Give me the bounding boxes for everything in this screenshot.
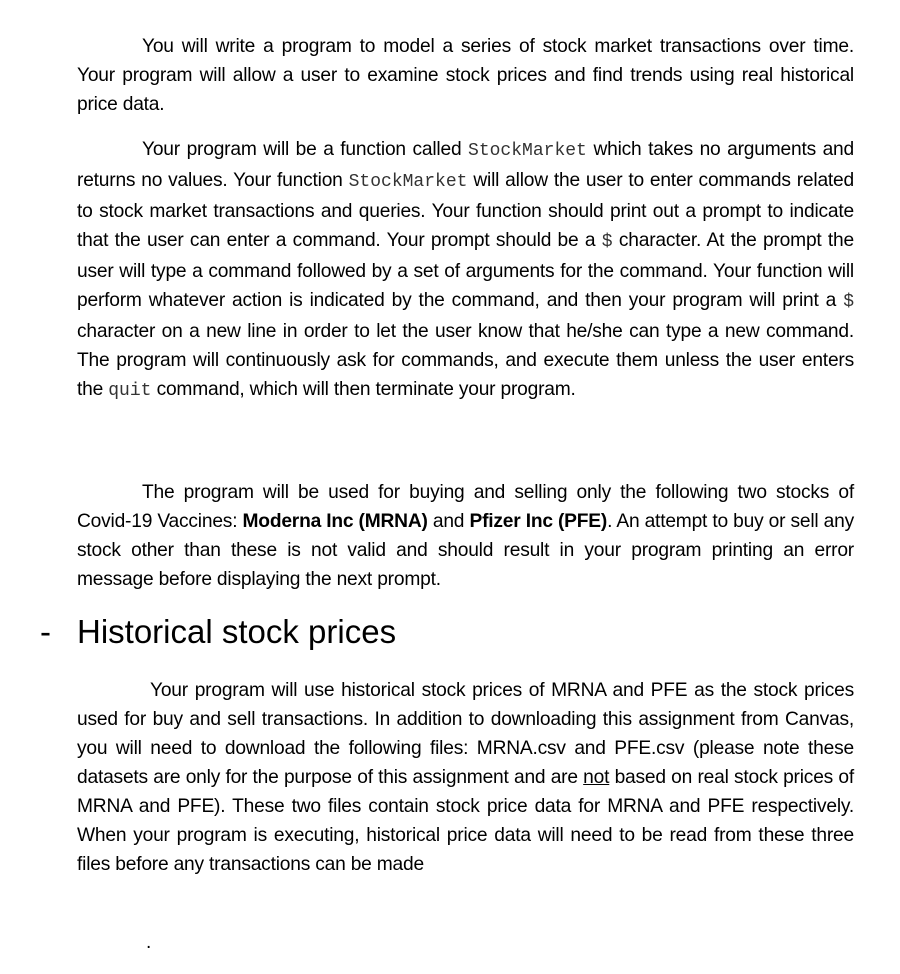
code-prompt-char: $: [843, 292, 854, 312]
text: based on real stock prices of MRNA and PFE). These two files contain stock price data for MRNA and PFE respectively. When your program is executing, historical price data will need to be read from these three files before any transactions can be made: [77, 767, 854, 875]
section-heading: [40, 610, 396, 654]
bullet-dash: -: [40, 613, 51, 650]
text: command, which will then terminate your program.: [151, 379, 576, 400]
text: character on a new line in order to let the user know that he/she can type a new command. The program will continuously ask for commands, and execute them unless the user enters the: [77, 321, 854, 400]
text: will allow the user to enter commands related to stock market transactions and queries. Your function should print out a prompt to indicate that the user can enter a command. Your prompt should be a: [77, 170, 854, 251]
historical-paragraph: [77, 676, 854, 879]
stock-moderna: Moderna Inc (MRNA): [242, 511, 428, 532]
stock-pfizer: Pfizer Inc (PFE): [469, 511, 608, 532]
intro-paragraph: You will write a program to model a series of stock market transactions over time. Your program will allow a user to examine stock prices and find trends using real historical price data.: [77, 36, 854, 115]
heading-title: Historical stock prices: [77, 613, 397, 650]
stray-mark: .: [146, 932, 152, 953]
text: The program will be used for buying and selling only the following two stocks of Covid-19 Vaccines:: [77, 482, 854, 532]
function-paragraph: [77, 135, 854, 406]
text: and: [427, 511, 470, 532]
code-stockmarket: StockMarket: [348, 172, 468, 192]
code-stockmarket: StockMarket: [468, 141, 587, 161]
code-prompt-char: $: [601, 232, 613, 252]
text: Your program will use historical stock prices of MRNA and PFE as the stock prices used for buy and sell transactions. In addition to downloading this assignment from Canvas, you will need to download the following files: MRNA.csv and PFE.csv (please note these datasets are only for the purpose of this assignment and are: [77, 680, 854, 788]
underlined-not: not: [583, 767, 610, 788]
text: character. At the prompt the user will type a command followed by a set of arguments for the command. Your function will perform whatever action is indicated by the command, and then your program will print a: [77, 230, 854, 311]
text: which takes no arguments and returns no values. Your function: [77, 139, 854, 191]
code-quit: quit: [108, 381, 152, 401]
stocks-paragraph: [77, 478, 854, 594]
text: . An attempt to buy or sell any stock other than these is not valid and should result in your program printing an error message before displaying the next prompt.: [77, 511, 854, 590]
text: Your program will be a function called: [142, 139, 469, 160]
